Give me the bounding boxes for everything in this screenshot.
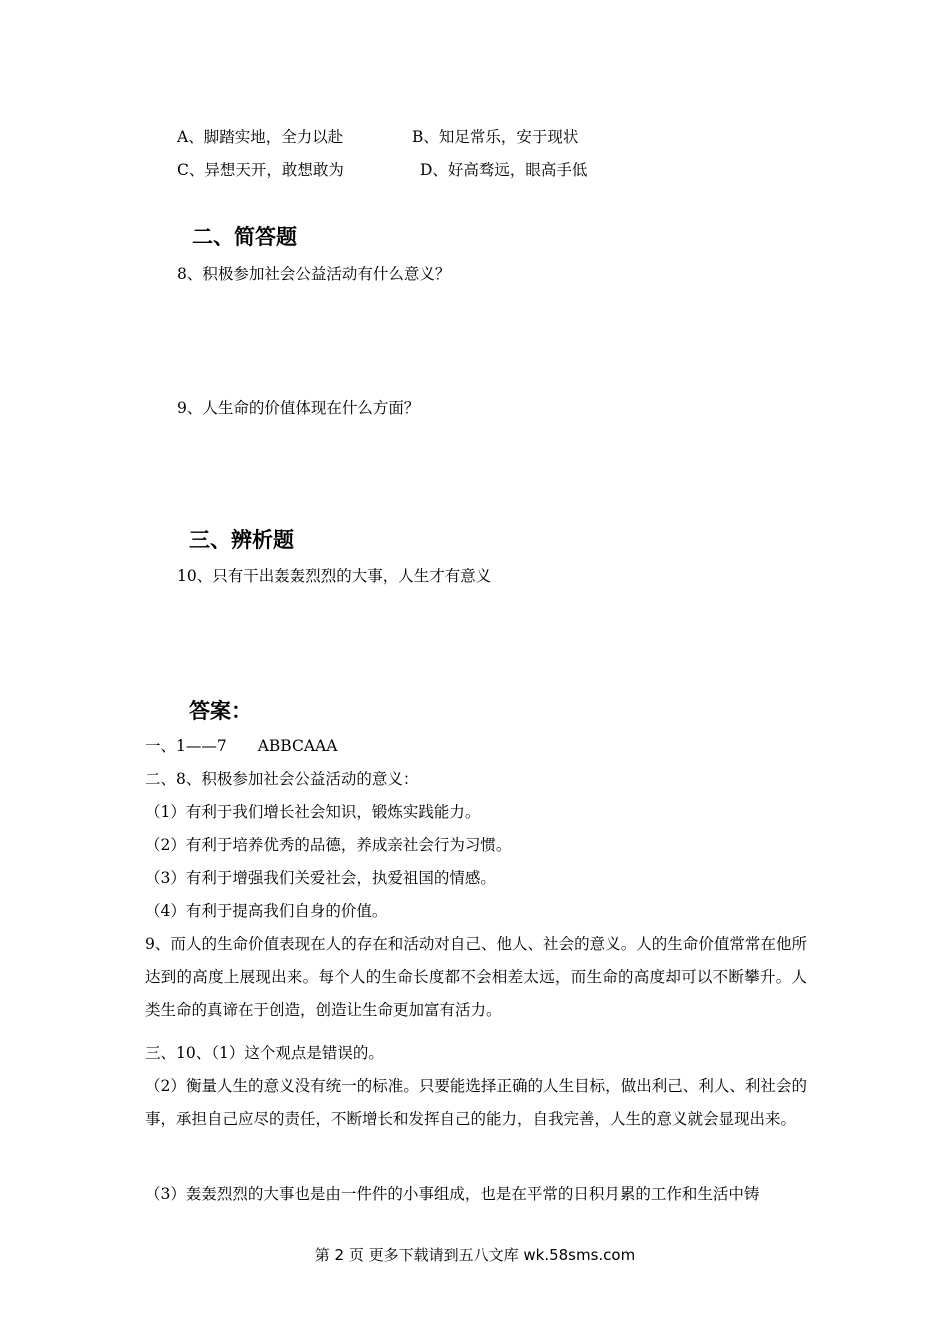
answer-8-point-1: （1）有利于我们增长社会知识，锻炼实践能力。	[145, 803, 481, 821]
section-2-heading: 二、简答题	[192, 225, 297, 249]
answer-9-paragraph: 9、而人的生命价值表现在人的存在和活动对自己、他人、社会的意义。人的生命价值常常在他所达到的高度上展现出来。每个人的生命长度都不会相差太远，而生命的高度却可以不断攀升。人类生命的真谛在于创造，创造让生命更加富有活力。	[145, 935, 807, 1019]
answer-8-title: 二、8、积极参加社会公益活动的意义：	[145, 770, 419, 788]
question-9: 9、人生命的价值体现在什么方面？	[177, 399, 420, 417]
option-c: C、异想天开，敢想敢为	[177, 161, 344, 179]
answer-8-point-3: （3）有利于增强我们关爱社会，执爱祖国的情感。	[145, 869, 496, 887]
answers-heading: 答案：	[189, 699, 252, 723]
option-a: A、脚踏实地，全力以赴	[177, 128, 344, 146]
answer-choice-summary: 一、1——7 ABBCAAA	[145, 737, 338, 755]
answer-10-point-1: 三、10、（1）这个观点是错误的。	[145, 1044, 384, 1062]
page-footer: 第 2 页 更多下载请到五八文库 wk.58sms.com	[314, 1246, 636, 1264]
answer-10-point-2: （2）衡量人生的意义没有统一的标准。只要能选择正确的人生目标，做出利己、利人、利社会的事，承担自己应尽的责任，不断增长和发挥自己的能力，自我完善，人生的意义就会显现出来。	[145, 1077, 807, 1128]
option-b: B、知足常乐，安于现状	[412, 128, 579, 146]
section-3-heading: 三、辨析题	[189, 528, 294, 552]
answer-10-point-3: （3）轰轰烈烈的大事也是由一件件的小事组成，也是在平常的日积月累的工作和生活中铸	[145, 1185, 760, 1203]
question-10: 10、只有干出轰轰烈烈的大事，人生才有意义	[177, 567, 492, 585]
question-8: 8、积极参加社会公益活动有什么意义？	[177, 265, 451, 283]
answer-8-point-4: （4）有利于提高我们自身的价值。	[145, 902, 388, 920]
option-d: D、好高骛远，眼高手低	[420, 161, 588, 179]
answer-8-point-2: （2）有利于培养优秀的品德，养成亲社会行为习惯。	[145, 836, 512, 854]
